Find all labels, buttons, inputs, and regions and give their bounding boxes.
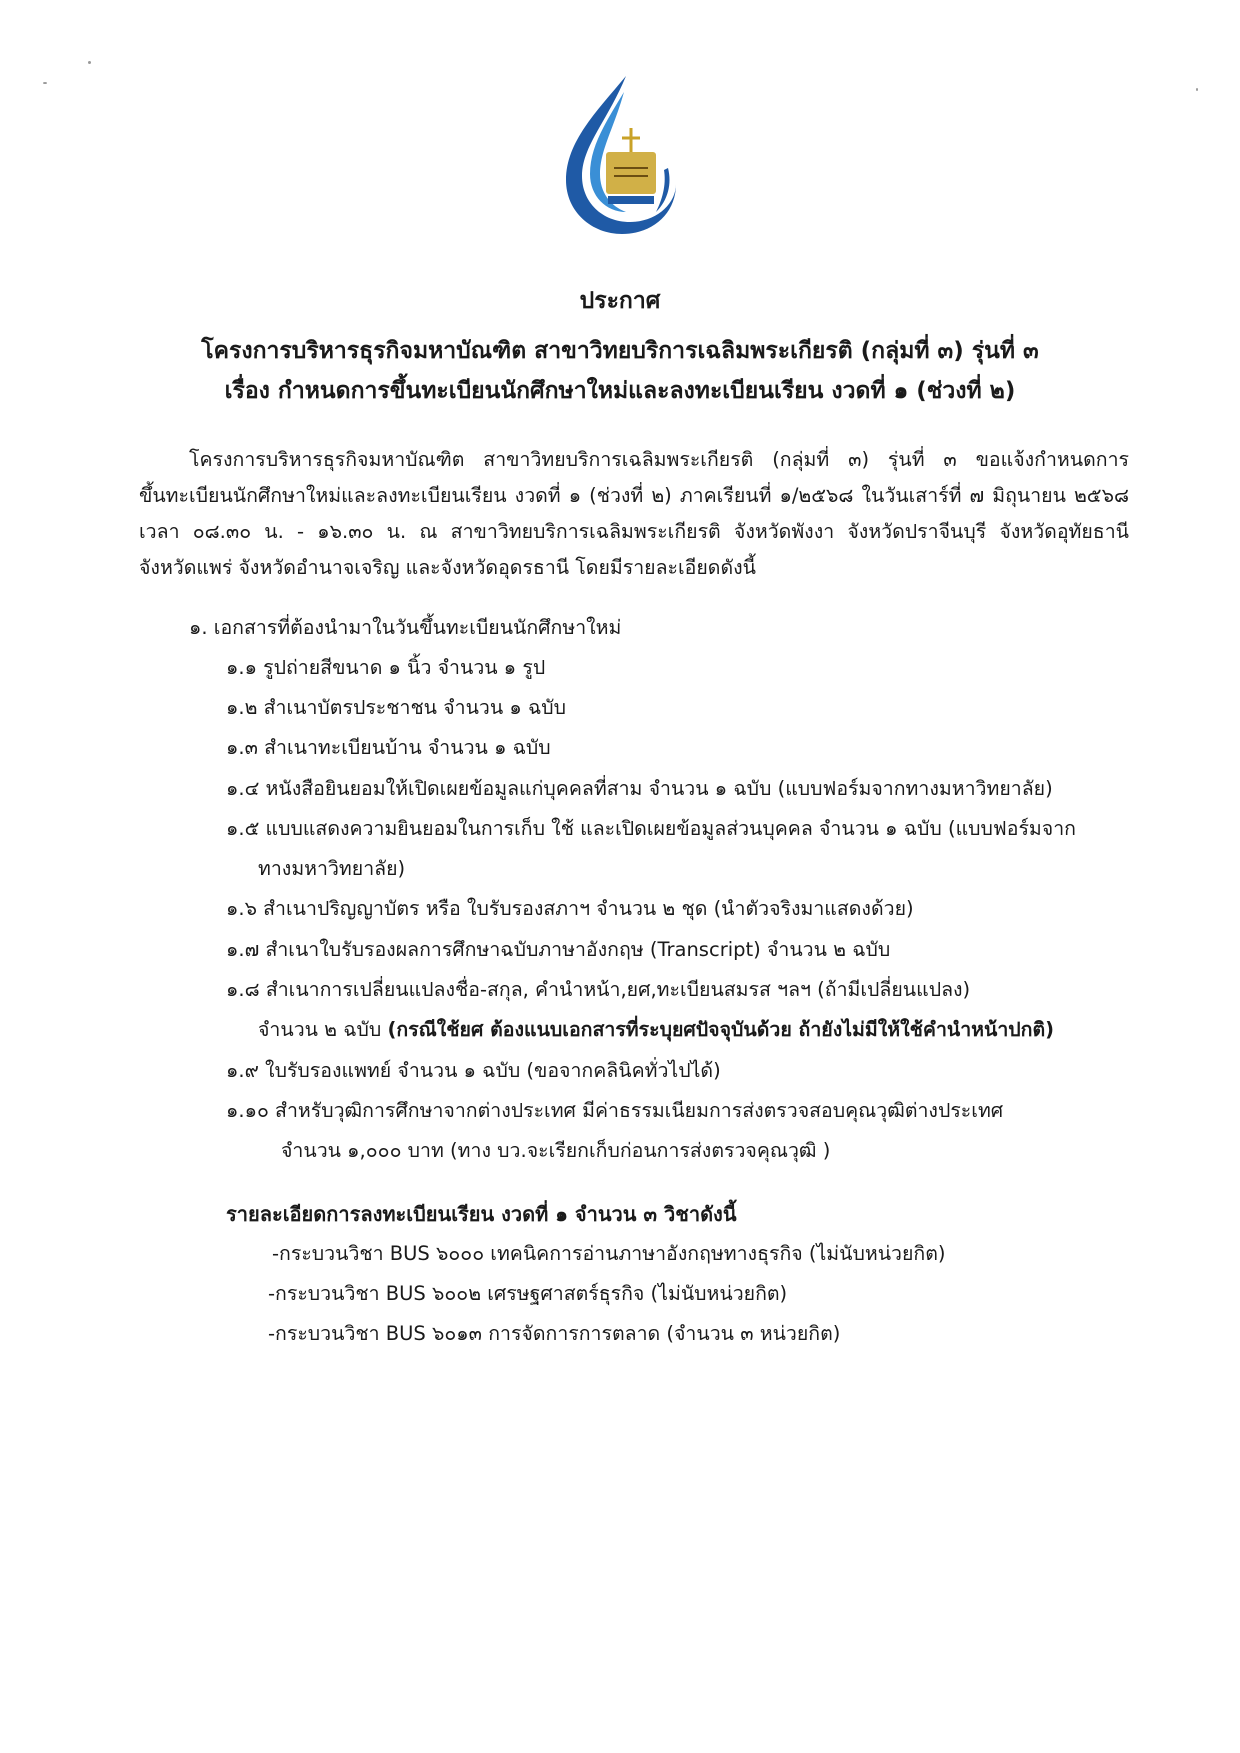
- list-item: ๑.๑ รูปถ่ายสีขนาด ๑ นิ้ว จำนวน ๑ รูป: [226, 656, 546, 679]
- rank-note: (กรณีใช้ยศ ต้องแนบเอกสารที่ระบุยศปัจจุบันด้วย ถ้ายังไม่มีให้ใช้คำนำหน้าปกติ): [387, 1018, 1055, 1041]
- scan-speck: [88, 61, 91, 64]
- course-item: -กระบวนวิชา BUS ๖๐๐๒ เศรษฐศาสตร์ธุรกิจ (ไม่นับหน่วยกิต): [268, 1282, 788, 1305]
- university-flame-logo-icon: [556, 72, 686, 242]
- list-item: ๑.๙ ใบรับรองแพทย์ จำนวน ๑ ฉบับ (ขอจากคลินิคทั่วไปได้): [226, 1059, 721, 1082]
- scan-speck: [1196, 88, 1198, 91]
- intro-line: โครงการบริหารธุรกิจมหาบัณฑิต สาขาวิทยบริการเฉลิมพระเกียรติ (กลุ่มที่ ๓) รุ่นที่ ๓ ขอแจ้งกำหนดการ: [189, 448, 1129, 471]
- list-item: ๑.๔ หนังสือยินยอมให้เปิดเผยข้อมูลแก่บุคคลที่สาม จำนวน ๑ ฉบับ (แบบฟอร์มจากทางมหาวิทยาลัย): [226, 777, 1053, 800]
- list-item: ๑.๑๐ สำหรับวุฒิการศึกษาจากต่างประเทศ มีค่าธรรมเนียมการส่งตรวจสอบคุณวุฒิต่างประเทศ: [226, 1099, 1004, 1122]
- scan-speck: [43, 82, 47, 84]
- documents-heading: ๑. เอกสารที่ต้องนำมาในวันขึ้นทะเบียนนักศึกษาใหม่: [189, 616, 622, 639]
- list-item: ๑.๒ สำเนาบัตรประชาชน จำนวน ๑ ฉบับ: [226, 696, 567, 719]
- list-item-continuation: ทางมหาวิทยาลัย): [258, 857, 406, 880]
- intro-line: ขึ้นทะเบียนนักศึกษาใหม่และลงทะเบียนเรียน งวดที่ ๑ (ช่วงที่ ๒) ภาคเรียนที่ ๑/๒๕๖๘ ในวันเสาร์ที่ ๗ มิถุนายน ๒๕๖๘: [139, 484, 1129, 507]
- list-item: ๑.๘ สำเนาการเปลี่ยนแปลงชื่อ-สกุล, คำนำหน้า,ยศ,ทะเบียนสมรส ฯลฯ (ถ้ามีเปลี่ยนแปลง): [226, 978, 971, 1001]
- list-item-continuation: [258, 1014, 1054, 1046]
- list-item: ๑.๗ สำเนาใบรับรองผลการศึกษาฉบับภาษาอังกฤษ (Transcript) จำนวน ๒ ฉบับ: [226, 938, 891, 961]
- intro-line: จังหวัดแพร่ จังหวัดอำนาจเจริญ และจังหวัดอุดรธานี โดยมีรายละเอียดดังนี้: [139, 556, 756, 579]
- registration-title: รายละเอียดการลงทะเบียนเรียน งวดที่ ๑ จำนวน ๓ วิชาดังนี้: [226, 1202, 737, 1226]
- list-item-continuation: จำนวน ๑,๐๐๐ บาท (ทาง บว.จะเรียกเก็บก่อนการส่งตรวจคุณวุฒิ ): [281, 1139, 831, 1162]
- course-item: -กระบวนวิชา BUS ๖๐๑๓ การจัดการการตลาด (จำนวน ๓ หน่วยกิต): [268, 1322, 841, 1345]
- intro-line: เวลา ๐๘.๓๐ น. - ๑๖.๓๐ น. ณ สาขาวิทยบริการเฉลิมพระเกียรติ จังหวัดพังงา จังหวัดปราจีนบุรี จังหวัดอุทัยธานี: [139, 520, 1129, 543]
- list-item: ๑.๕ แบบแสดงความยินยอมในการเก็บ ใช้ และเปิดเผยข้อมูลส่วนบุคคล จำนวน ๑ ฉบับ (แบบฟอร์มจาก: [226, 817, 1076, 840]
- course-item: -กระบวนวิชา BUS ๖๐๐๐ เทคนิคการอ่านภาษาอังกฤษทางธุรกิจ (ไม่นับหน่วยกิต): [272, 1242, 946, 1265]
- announcement-subject: เรื่อง กำหนดการขึ้นทะเบียนนักศึกษาใหม่และลงทะเบียนเรียน งวดที่ ๑ (ช่วงที่ ๒): [224, 378, 1016, 404]
- program-name: โครงการบริหารธุรกิจมหาบัณฑิต สาขาวิทยบริการเฉลิมพระเกียรติ (กลุ่มที่ ๓) รุ่นที่ ๓: [201, 338, 1039, 364]
- announcement-title: ประกาศ: [579, 288, 661, 314]
- list-item: ๑.๓ สำเนาทะเบียนบ้าน จำนวน ๑ ฉบับ: [226, 736, 551, 759]
- intro-paragraph: [139, 442, 1129, 586]
- list-item: ๑.๖ สำเนาปริญญาบัตร หรือ ใบรับรองสภาฯ จำนวน ๒ ชุด (นำตัวจริงมาแสดงด้วย): [226, 897, 914, 920]
- copies-count: จำนวน ๒ ฉบับ: [258, 1018, 388, 1041]
